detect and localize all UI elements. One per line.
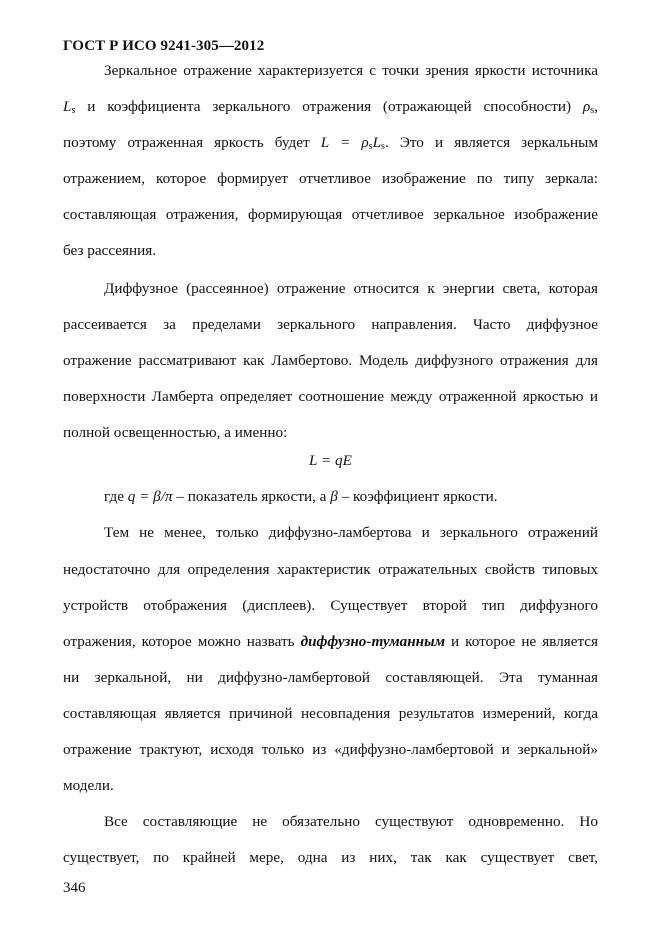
p1-line-2: $L_s$ и коэффициента зеркального отражения (отражающей способности) $\rho_s$, [63,98,598,116]
document-header: ГОСТ Р ИСО 9241-305—2012 [63,38,265,54]
p2-line-3: отражение рассматривают как Ламбертово. Модель диффузного отражения для [63,352,598,369]
p1-line-3: поэтому отраженная яркость будет $L = \rho_sL_s$. Это и является зеркальным [63,134,598,152]
p3-line-6: составляющая является причиной несовпадения результатов измерений, когда [63,705,598,722]
p2-line-1: Диффузное (рассеянное) отражение относится к энергии света, которая [104,280,598,297]
p2-line-5: полной освещенностью, а именно: [63,424,288,441]
p1-line-6: без рассеяния. [63,242,157,259]
p4-line-1: Все составляющие не обязательно существуют одновременно. Но [104,813,598,830]
page-number: 346 [63,880,86,896]
p1-line-4: отражением, которое формирует отчетливое изображение по типу зеркала: [63,170,598,187]
p3-line-7: отражение трактуют, исходя только из «диффузно-ламбертовой и зеркальной» [63,741,598,758]
p4-line-2: существует, по крайней мере, одна из них, так как существует свет, [63,849,598,866]
p3-line-1: Тем не менее, только диффузно-ламбертова и зеркального отражений [104,524,598,541]
p2-line-2: рассеивается за пределами зеркального направления. Часто диффузное [63,316,598,333]
p1-line-1: Зеркальное отражение характеризуется с точки зрения яркости источника [104,62,598,79]
p3-line-2: недостаточно для определения характеристик отражательных свойств типовых [63,561,598,578]
p1-line-5: составляющая отражения, формирующая отчетливое зеркальное изображение [63,206,598,223]
p3-line-3: устройств отображения (дисплеев). Существует второй тип диффузного [63,597,598,614]
formula: L = qE [309,452,352,469]
p3-line-5: ни зеркальной, ни диффузно-ламбертовой составляющей. Эта туманная [63,669,598,686]
p2-line-4: поверхности Ламберта определяет соотношение между отраженной яркостью и [63,388,598,405]
where-clause: где q = β/π – показатель яркости, а β – коэффициент яркости. [104,488,498,505]
p3-line-4: отражения, которое можно назвать диффузно-туманным и которое не является [63,633,598,650]
term-diffuse-haze: диффузно-туманным [300,633,446,650]
p3-line-8: модели. [63,777,114,794]
